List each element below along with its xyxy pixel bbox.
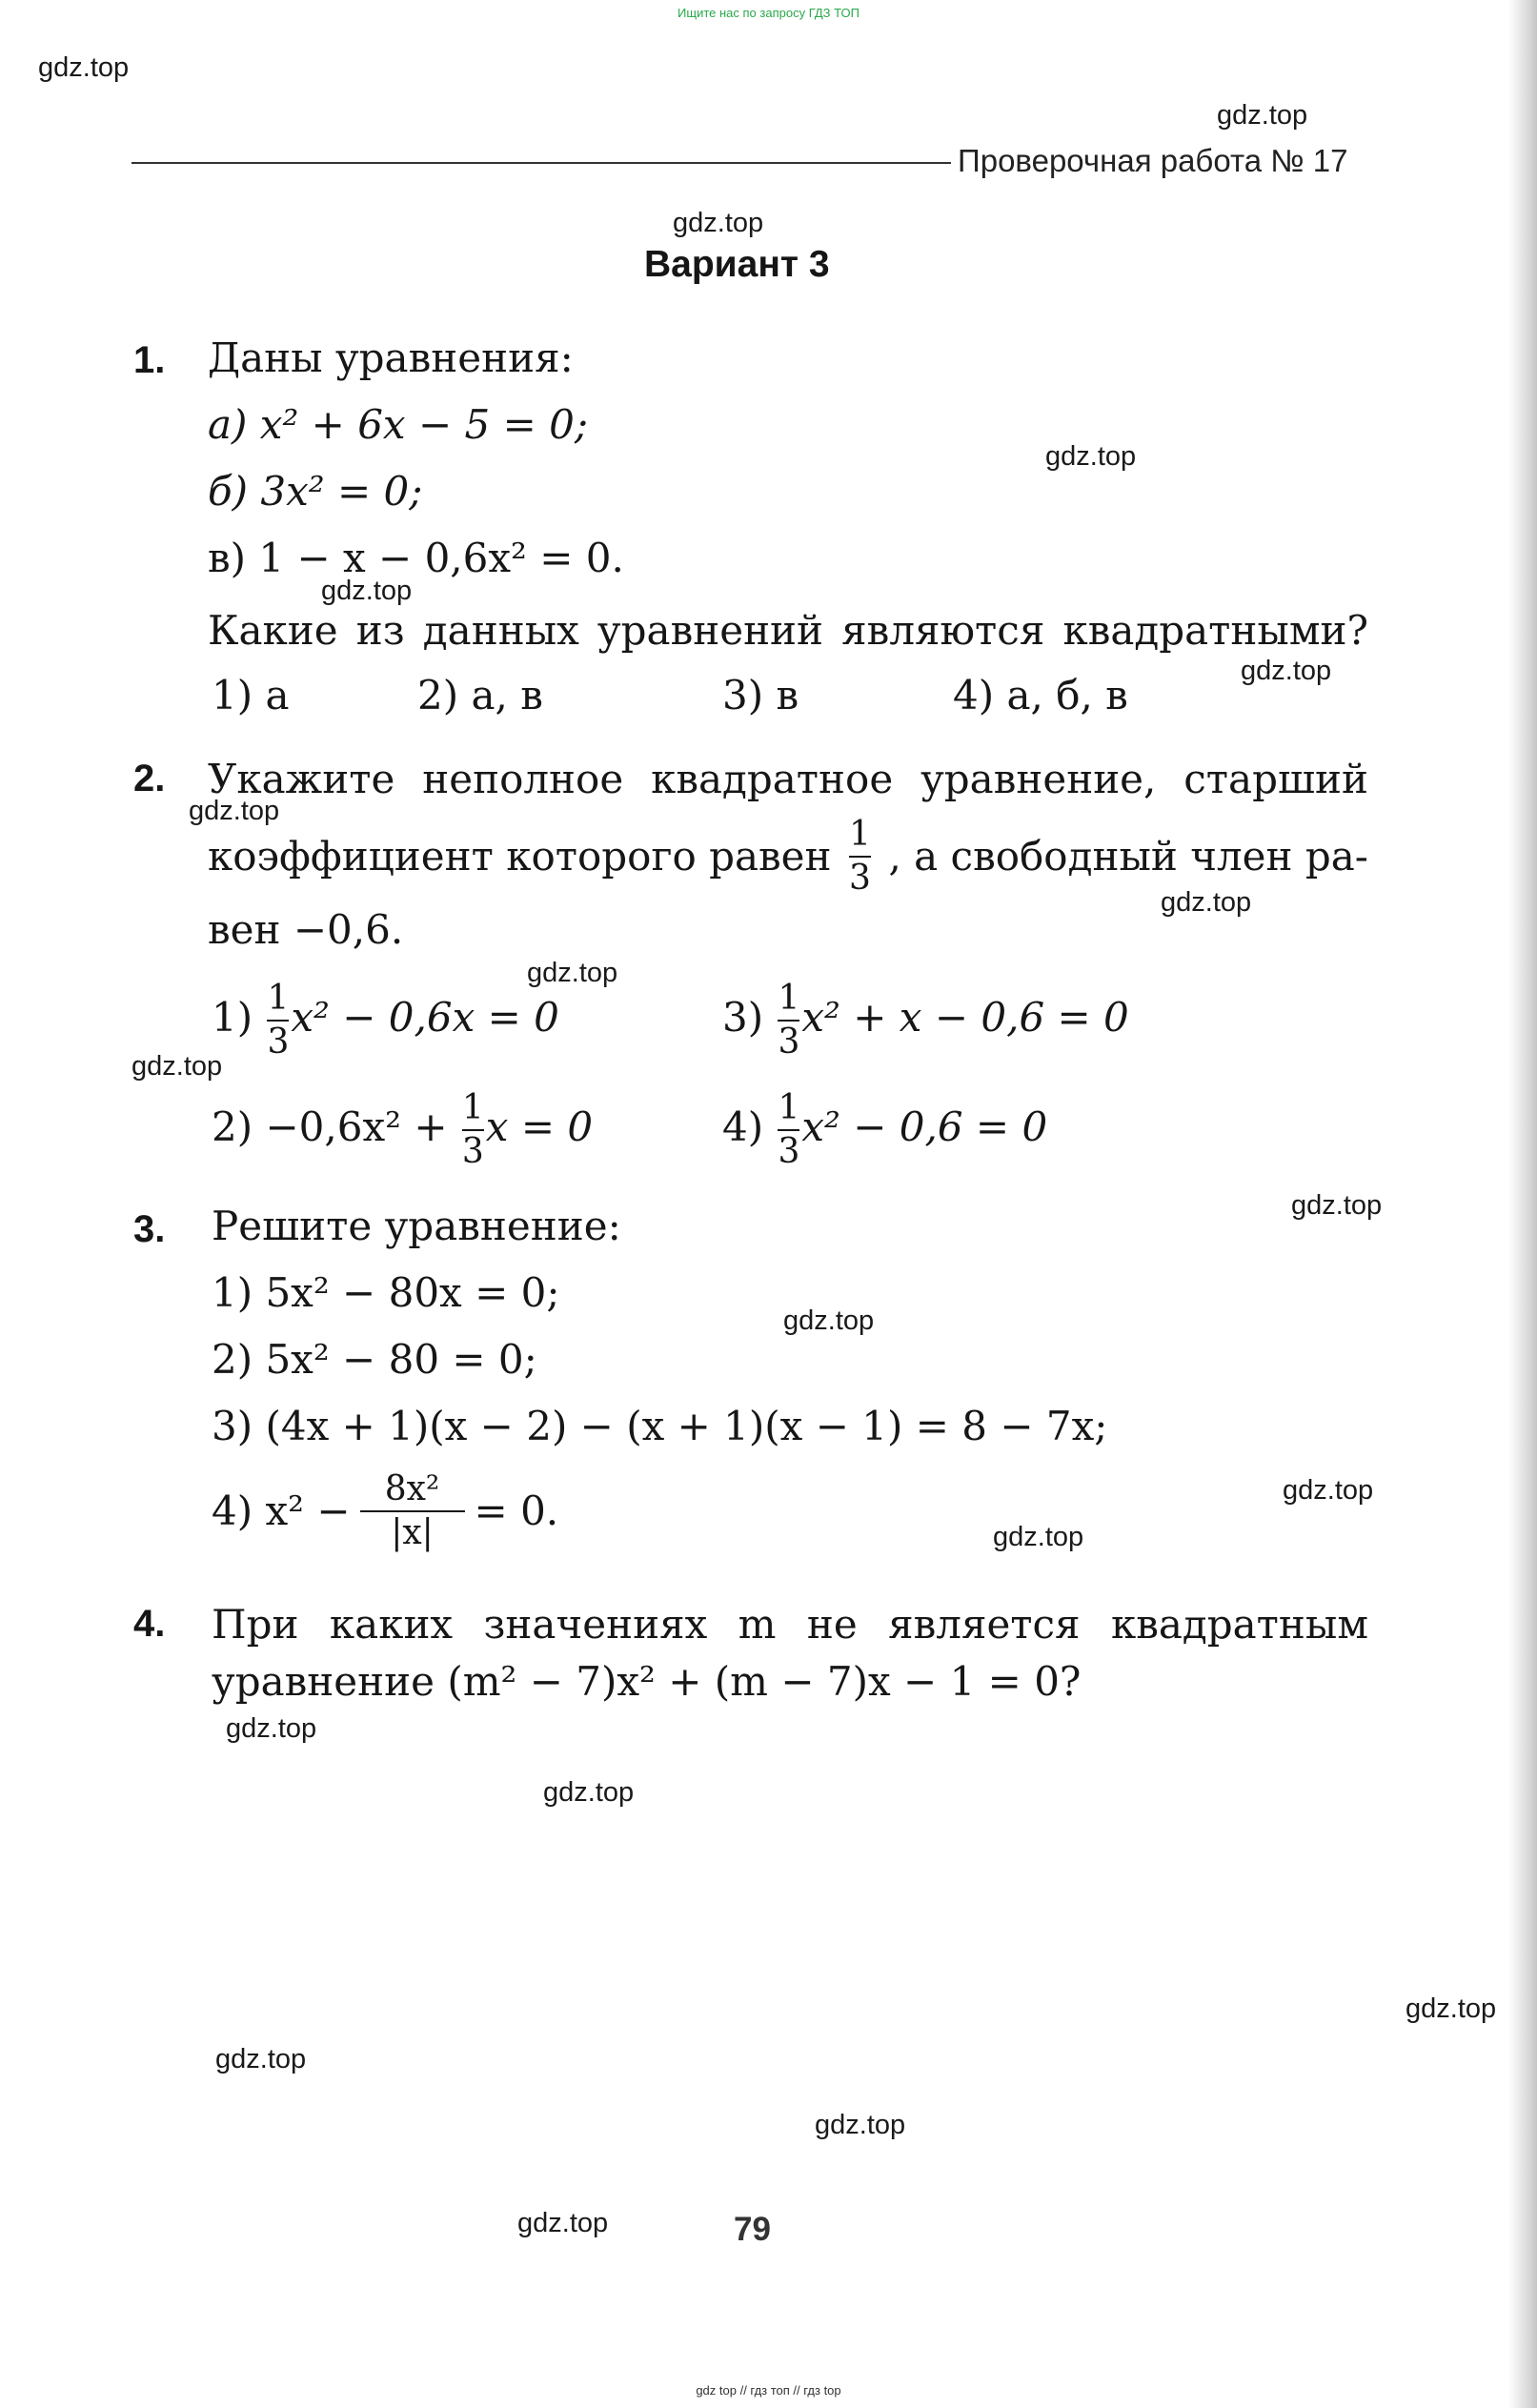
task-1-equation-a: а) x² + 6x − 5 = 0; bbox=[208, 401, 588, 448]
watermark: gdz.top bbox=[517, 2208, 609, 2238]
task-1-intro: Даны уравнения: bbox=[208, 334, 574, 381]
task-3-equation-1: 1) 5x² − 80x = 0; bbox=[212, 1269, 560, 1316]
variant-heading: Вариант 3 bbox=[644, 244, 830, 285]
task-2-answer-1: 1) $\frac{1}{3}$ x² − 0,6x = 0 bbox=[212, 979, 559, 1062]
page-number: 79 bbox=[734, 2211, 771, 2248]
task-2-answer-2: 2) −0,6x² + $\frac{1}{3}$ x = 0 bbox=[212, 1088, 594, 1171]
task-4-line-2: уравнение (m² − 7)x² + (m − 7)x − 1 = 0? bbox=[212, 1658, 1082, 1705]
page-edge-shadow bbox=[1508, 0, 1537, 2408]
task-3-equation-4: 4) x² − $\frac{\text{8x²}}{|x|}$ = 0. bbox=[212, 1469, 559, 1552]
task-2-line-1: Укажите неполное квадратное уравнение, старший bbox=[208, 756, 1368, 802]
task-1-answer-4: 4) а, б, в bbox=[953, 672, 1128, 718]
watermark: gdz.top bbox=[131, 1051, 223, 1082]
watermark: gdz.top bbox=[1241, 656, 1332, 686]
watermark: gdz.top bbox=[226, 1713, 317, 1744]
task-1-answer-2: 2) а, в bbox=[417, 672, 543, 718]
task-3-number: 3. bbox=[133, 1208, 166, 1250]
watermark: gdz.top bbox=[1406, 1993, 1497, 2024]
coefficient-fraction: $\frac{1}{3}$ bbox=[849, 815, 871, 898]
task-1-equation-b: б) 3x² = 0; bbox=[208, 468, 423, 515]
watermark: gdz.top bbox=[1161, 887, 1252, 918]
task-1-answer-1: 1) а bbox=[212, 672, 290, 718]
watermark: gdz.top bbox=[993, 1522, 1084, 1552]
task-2-line-2-tail: , а свободный член ра- bbox=[888, 833, 1368, 880]
watermark: gdz.top bbox=[189, 796, 280, 826]
task-3-equation-2: 2) 5x² − 80 = 0; bbox=[212, 1336, 537, 1383]
task-3-equation-3: 3) (4x + 1)(x − 2) − (x + 1)(x − 1) = 8 − 7x; bbox=[212, 1403, 1108, 1449]
task-1-question: Какие из данных уравнений являются квадратными? bbox=[208, 607, 1368, 654]
watermark: gdz.top bbox=[673, 208, 764, 238]
watermark: gdz.top bbox=[321, 576, 413, 606]
task-2-line-3: вен −0,6. bbox=[208, 906, 404, 953]
watermark: gdz.top bbox=[527, 958, 618, 988]
watermark: gdz.top bbox=[543, 1777, 635, 1808]
page-header-title: Проверочная работа № 17 bbox=[958, 143, 1348, 178]
watermark: gdz.top bbox=[783, 1305, 875, 1336]
footer-note: gdz top // гдз топ // гдз top bbox=[696, 2383, 841, 2398]
task-2-line-2-text: коэффициент которого равен bbox=[208, 833, 832, 880]
task-4-line-1: При каких значениях m не является квадратным bbox=[212, 1601, 1368, 1648]
watermark: gdz.top bbox=[215, 2044, 307, 2074]
watermark: gdz.top bbox=[1291, 1190, 1383, 1221]
watermark: gdz.top bbox=[38, 52, 130, 83]
site-banner: Ищите нас по запросу ГДЗ ТОП bbox=[677, 6, 860, 20]
task-2-answer-4: 4) $\frac{1}{3}$ x² − 0,6 = 0 bbox=[722, 1088, 1048, 1171]
watermark: gdz.top bbox=[1283, 1475, 1374, 1506]
watermark: gdz.top bbox=[815, 2110, 906, 2140]
task-2-number: 2. bbox=[133, 758, 166, 799]
task-1-equation-v: в) 1 − x − 0,6x² = 0. bbox=[208, 535, 624, 581]
header-rule bbox=[131, 162, 951, 164]
task-4-number: 4. bbox=[133, 1603, 166, 1645]
task-2-answer-3: 3) $\frac{1}{3}$ x² + x − 0,6 = 0 bbox=[722, 979, 1129, 1062]
watermark: gdz.top bbox=[1217, 100, 1308, 131]
task-3-intro: Решите уравнение: bbox=[212, 1203, 621, 1249]
task-1-number: 1. bbox=[133, 339, 166, 381]
watermark: gdz.top bbox=[1045, 441, 1137, 472]
task-1-answer-3: 3) в bbox=[722, 672, 799, 718]
task-2-line-2 bbox=[208, 815, 1368, 898]
